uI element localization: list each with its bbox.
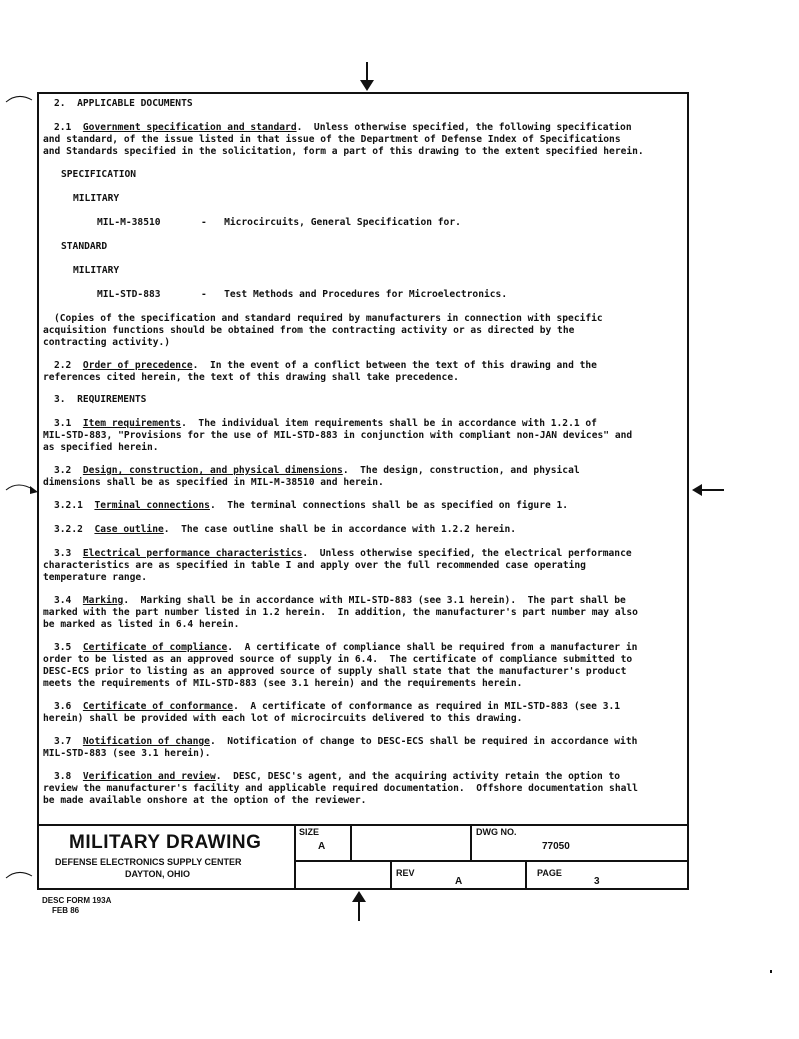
paragraph-title: Design, construction, and physical dimensions: [82, 465, 343, 476]
divider: [294, 824, 296, 890]
paragraph-3-5-line4: meets the requirements of MIL-STD-883 (see 3.1 herein) and the requirements herein.: [43, 678, 523, 689]
page-label: PAGE: [537, 868, 562, 878]
paragraph-number: 3.4: [54, 595, 83, 606]
dwg-no-value: 77050: [542, 841, 570, 852]
top-center-arrow-icon: [358, 62, 376, 92]
size-label: SIZE: [299, 827, 320, 837]
paragraph-3-3-line2: characteristics are as specified in table I and apply over the full recommended case operating: [43, 560, 586, 571]
paragraph-number: 3.2: [54, 465, 83, 476]
rev-label: REV: [396, 868, 415, 878]
military-label: MILITARY: [73, 193, 120, 204]
paragraph-3-1-line1: [54, 418, 597, 430]
divider: [525, 860, 527, 890]
paragraph-3-8-line3: be made available onshore at the option of the reviewer.: [43, 795, 367, 806]
dwg-no-label: DWG NO.: [476, 827, 517, 837]
section-heading: 3. REQUIREMENTS: [54, 394, 147, 405]
organization-city: DAYTON, OHIO: [125, 869, 191, 879]
divider: [350, 824, 352, 860]
paragraph-3-8-line2: review the manufacturer's facility and applicable required documentation. Offshore documentation shall: [43, 783, 638, 794]
paragraph-text: . The terminal connections shall be as specified on figure 1.: [209, 500, 569, 511]
divider: [390, 860, 392, 890]
paragraph-3-3-line3: temperature range.: [43, 572, 147, 583]
paragraph-3-5-line1: [54, 642, 637, 654]
paragraph-title: Verification and review: [82, 771, 216, 782]
paragraph-text: . In the event of a conflict between the text of this drawing and the: [192, 360, 597, 371]
paragraph-title: Terminal connections: [94, 500, 210, 511]
right-edge-arrow-icon: [692, 482, 724, 498]
paragraph-number: 3.5: [54, 642, 83, 653]
drawing-frame: [37, 92, 689, 890]
drawing-title: MILITARY DRAWING: [69, 832, 262, 853]
paragraph-number: 3.2.2: [54, 524, 95, 535]
paragraph-title: Order of precedence: [82, 360, 193, 371]
paragraph-3-1-line3: as specified herein.: [43, 442, 159, 453]
paragraph-number: 2.1: [54, 122, 83, 133]
paragraph-2-1-line3: and Standards specified in the solicitation, form a part of this drawing to the extent specified herein.: [43, 146, 644, 157]
stray-mark: [770, 970, 772, 973]
paragraph-3-4-line2: marked with the part number listed in 1.2 herein. In addition, the manufacturer's part number may also: [43, 607, 638, 618]
paragraph-2-2-line2: references cited herein, the text of this drawing shall take precedence.: [43, 372, 459, 383]
divider: [470, 824, 472, 860]
paragraph-3-2-2: [54, 524, 516, 536]
paragraph-number: 3.6: [54, 701, 83, 712]
military-label: MILITARY: [73, 265, 120, 276]
copies-note-line1: (Copies of the specification and standard required by manufacturers in connection with specific: [54, 313, 603, 324]
paragraph-title: Notification of change: [82, 736, 210, 747]
paragraph-number: 3.2.1: [54, 500, 95, 511]
left-margin-arc-mark: [4, 92, 36, 104]
section-heading: 2. APPLICABLE DOCUMENTS: [54, 98, 193, 109]
page-value: 3: [594, 876, 600, 887]
paragraph-text: . DESC, DESC's agent, and the acquiring activity retain the option to: [215, 771, 621, 782]
left-margin-arc-mark-bottom: [4, 868, 36, 880]
paragraph-title: Electrical performance characteristics: [82, 548, 303, 559]
copies-note-line3: contracting activity.): [43, 337, 171, 348]
paragraph-3-1-line2: MIL-STD-883, "Provisions for the use of MIL-STD-883 in conjunction with compliant non-JAN devices" and: [43, 430, 633, 441]
paragraph-3-2-1: [54, 500, 568, 512]
paragraph-text: . The individual item requirements shall be in accordance with 1.2.1 of: [181, 418, 597, 429]
left-margin-arrow-mark: [4, 478, 40, 496]
specification-label: SPECIFICATION: [61, 169, 137, 180]
paragraph-3-5-line2: order to be listed as an approved source of supply in 6.4. The certificate of compliance submitted to: [43, 654, 633, 665]
paragraph-title: Case outline: [94, 524, 164, 535]
paragraph-text: . Unless otherwise specified, the following specification: [296, 122, 632, 133]
paragraph-text: . The case outline shall be in accordance with 1.2.2 herein.: [163, 524, 517, 535]
paragraph-text: . Marking shall be in accordance with MIL-STD-883 (see 3.1 herein). The part shall be: [123, 595, 626, 606]
paragraph-number: 3.1: [54, 418, 83, 429]
paragraph-3-4-line3: be marked as listed in 6.4 herein.: [43, 619, 240, 630]
organization-name: DEFENSE ELECTRONICS SUPPLY CENTER: [55, 857, 242, 867]
paragraph-text: . Unless otherwise specified, the electrical performance: [302, 548, 632, 559]
bottom-center-arrow-icon: [350, 891, 368, 921]
size-value: A: [318, 841, 326, 852]
paragraph-2-1-line1: [54, 122, 632, 134]
paragraph-3-4-line1: [54, 595, 626, 607]
paragraph-title: Marking: [82, 595, 124, 606]
paragraph-3-3-line1: [54, 548, 632, 560]
paragraph-2-2-line1: [54, 360, 597, 372]
paragraph-3-7-line2: MIL-STD-883 (see 3.1 herein).: [43, 748, 211, 759]
paragraph-title: Certificate of compliance: [82, 642, 228, 653]
paragraph-text: . A certificate of conformance as required in MIL-STD-883 (see 3.1: [233, 701, 621, 712]
paragraph-number: 3.3: [54, 548, 83, 559]
paragraph-3-2-line1: [54, 465, 580, 477]
paragraph-3-6-line2: herein) shall be provided with each lot of microcircuits delivered to this drawing.: [43, 713, 523, 724]
rev-value: A: [455, 876, 463, 887]
paragraph-title: Government specification and standard: [82, 122, 297, 133]
paragraph-number: 3.7: [54, 736, 83, 747]
paragraph-text: . Notification of change to DESC-ECS shall be required in accordance with: [209, 736, 638, 747]
specification-entry: MIL-M-38510 - Microcircuits, General Specification for.: [97, 217, 461, 228]
paragraph-text: . A certificate of compliance shall be required from a manufacturer in: [227, 642, 638, 653]
standard-label: STANDARD: [61, 241, 108, 252]
paragraph-number: 2.2: [54, 360, 83, 371]
title-block-mid-rule: [294, 860, 687, 862]
paragraph-2-1-line2: and standard, of the issue listed in that issue of the Department of Defense Index of Specifications: [43, 134, 621, 145]
paragraph-3-8-line1: [54, 771, 620, 783]
title-block-top-rule: [39, 824, 687, 826]
copies-note-line2: acquisition functions should be obtained from the contracting activity or as directed by the: [43, 325, 575, 336]
paragraph-title: Certificate of conformance: [82, 701, 234, 712]
standard-entry: MIL-STD-883 - Test Methods and Procedures for Microelectronics.: [97, 289, 508, 300]
form-number: DESC FORM 193A: [42, 896, 112, 905]
title-block: [39, 824, 687, 890]
paragraph-3-2-line2: dimensions shall be as specified in MIL-M-38510 and herein.: [43, 477, 384, 488]
paragraph-3-5-line3: DESC-ECS prior to listing as an approved source of supply shall state that the manufacturer's product: [43, 666, 627, 677]
form-date: FEB 86: [52, 906, 80, 915]
paragraph-number: 3.8: [54, 771, 83, 782]
paragraph-title: Item requirements: [82, 418, 182, 429]
paragraph-3-7-line1: [54, 736, 637, 748]
paragraph-3-6-line1: [54, 701, 620, 713]
paragraph-text: . The design, construction, and physical: [342, 465, 580, 476]
